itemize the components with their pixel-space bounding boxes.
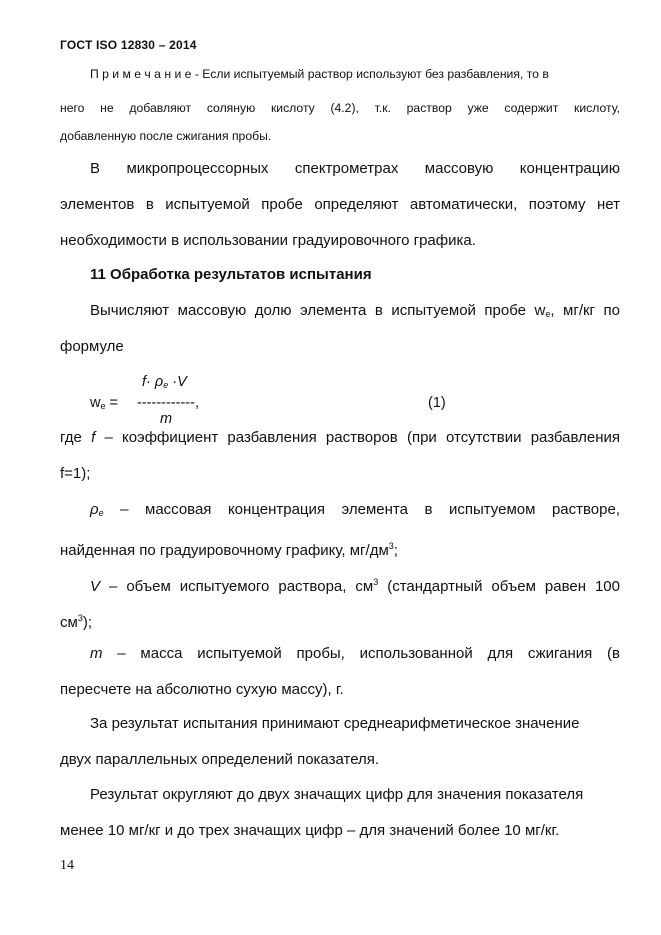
para-auto-line-1: В микропроцессорных спектрометрах массовую концентрацию bbox=[90, 160, 620, 177]
def-v-end: ); bbox=[82, 614, 92, 631]
formula-rho-sub: e bbox=[163, 380, 169, 390]
para-auto-line-2: элементов в испытуемой пробе определяют автоматически, поэтому нет bbox=[60, 196, 620, 213]
page-number: 14 bbox=[60, 858, 74, 873]
para-calc-line-2: формуле bbox=[60, 338, 124, 355]
para-calc-text: Вычисляют массовую долю элемента в испытуемой пробе w bbox=[90, 302, 546, 319]
def-rho-line-2 bbox=[60, 528, 398, 569]
def-m-line-2: пересчете на абсолютно сухую массу), г. bbox=[60, 681, 344, 698]
def-m-symbol: m bbox=[90, 645, 103, 662]
def-v-unit-sup: 3 bbox=[77, 613, 83, 623]
note-line-3: добавленную после сжигания пробы. bbox=[60, 129, 272, 143]
def-f-line-2: f=1); bbox=[60, 465, 91, 482]
def-rho-end: ; bbox=[393, 542, 398, 559]
formula-lhs bbox=[90, 395, 118, 411]
para-calc-sub: e bbox=[545, 309, 551, 319]
def-rho-sub: e bbox=[98, 508, 104, 518]
def-v-line-2 bbox=[60, 600, 92, 641]
def-rho-text: – массовая концентрация элемента в испытуемом растворе, bbox=[103, 501, 620, 518]
formula-eq: = bbox=[105, 395, 118, 411]
note-text-1: - Если испытуемый раствор используют без разбавления, то в bbox=[194, 67, 549, 81]
formula-fraction-line: ------------, bbox=[137, 395, 199, 411]
def-rho-sup: 3 bbox=[388, 541, 394, 551]
formula-numerator bbox=[142, 374, 187, 390]
para-calc-line-1 bbox=[90, 293, 620, 332]
def-rho-symbol: ρ bbox=[90, 501, 99, 518]
def-v-text-b: (стандартный объем равен 100 bbox=[378, 578, 620, 595]
formula-f: f· bbox=[142, 374, 151, 390]
def-m-line-1 bbox=[90, 636, 620, 672]
def-v-line-1 bbox=[90, 564, 620, 605]
def-rho-text-2: найденная по градуировочному графику, мг/дм bbox=[60, 542, 389, 559]
def-v-unit: см bbox=[60, 614, 78, 631]
note-line-2: него не добавляют соляную кислоту (4.2), т.к. раствор уже содержит кислоту, bbox=[60, 101, 620, 115]
para-result-line-1: За результат испытания принимают среднеарифметическое значение bbox=[90, 715, 580, 732]
def-f-text: – коэффициент разбавления растворов (при отсутствии разбавления bbox=[95, 429, 621, 446]
para-round-line-2: менее 10 мг/кг и до трех значащих цифр – для значений более 10 мг/кг. bbox=[60, 822, 560, 839]
formula-rho: ρ bbox=[154, 374, 164, 390]
para-calc-end: , мг/кг по bbox=[550, 302, 620, 319]
def-f-prefix: где bbox=[60, 429, 92, 446]
def-v-text-a: – объем испытуемого раствора, см bbox=[100, 578, 374, 595]
formula-number: (1) bbox=[428, 395, 446, 411]
document-header: ГОСТ ISO 12830 – 2014 bbox=[60, 38, 197, 52]
formula-w-sub: e bbox=[100, 401, 106, 411]
def-v-symbol: V bbox=[90, 578, 101, 595]
def-rho-line-1 bbox=[90, 492, 620, 531]
note-line-1 bbox=[90, 60, 620, 88]
para-round-line-1: Результат округляют до двух значащих цифр для значения показателя bbox=[90, 786, 584, 803]
def-v-sup: 3 bbox=[373, 577, 379, 587]
formula-v: ·V bbox=[172, 374, 187, 390]
def-m-text: – масса испытуемой пробы, использованной для сжигания (в bbox=[102, 645, 620, 662]
note-label: П р и м е ч а н и е bbox=[90, 67, 192, 81]
def-f-line-1 bbox=[60, 420, 620, 456]
formula-w: w bbox=[90, 395, 101, 411]
section-title: 11 Обработка результатов испытания bbox=[90, 266, 372, 283]
para-result-line-2: двух параллельных определений показателя. bbox=[60, 751, 380, 768]
def-f-symbol: f bbox=[91, 429, 96, 446]
para-auto-line-3: необходимости в использовании градуировочного графика. bbox=[60, 232, 476, 249]
formula-denominator: m bbox=[160, 411, 173, 427]
